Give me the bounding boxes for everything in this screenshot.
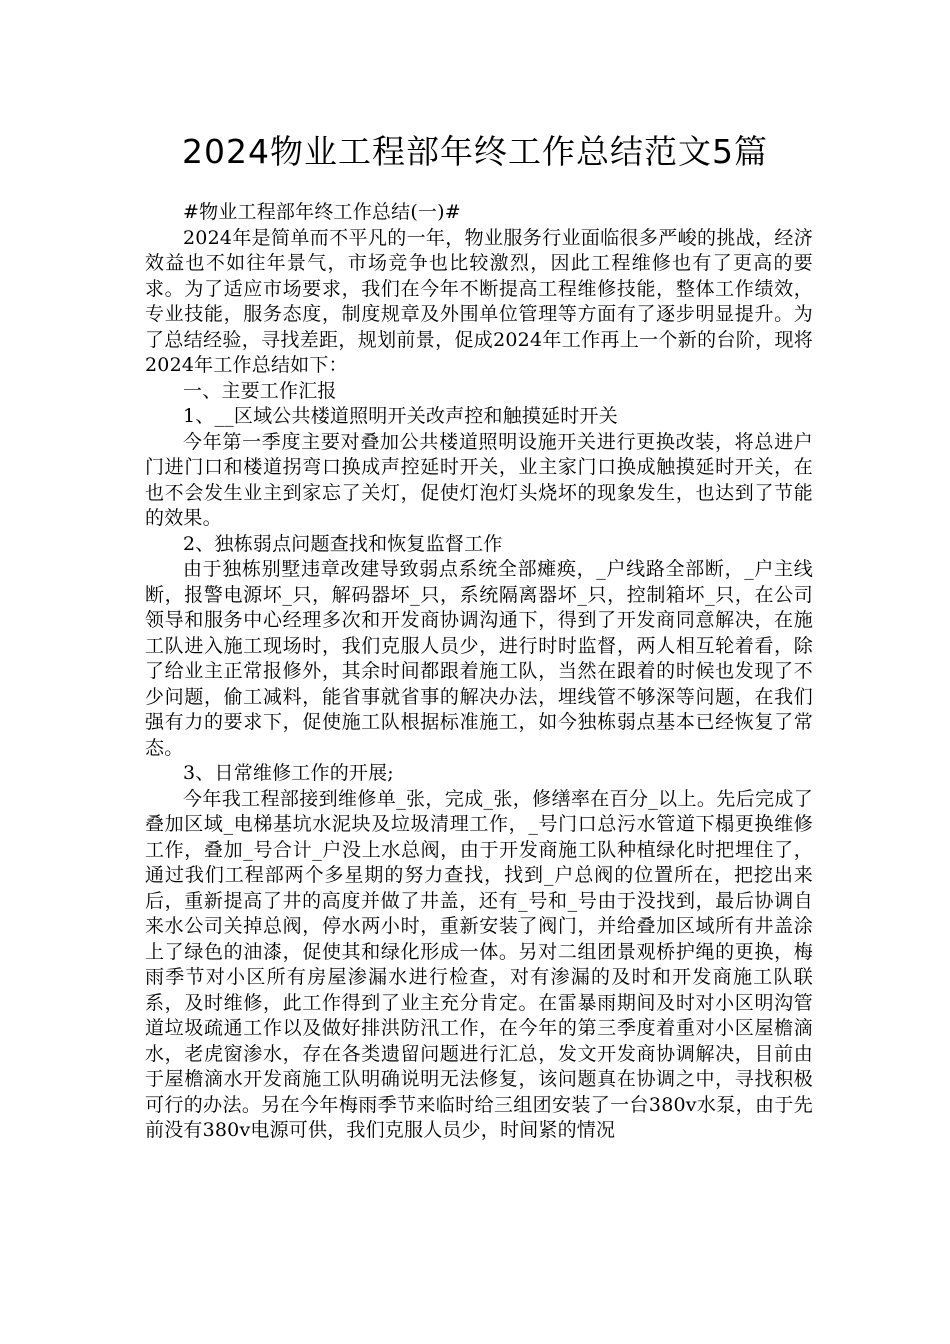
section-heading: 一、主要工作汇报 bbox=[183, 379, 337, 402]
section-heading: #物业工程部年终工作总结(一)# bbox=[183, 201, 461, 223]
paragraph: 今年第一季度主要对叠加公共楼道照明设施开关进行更换改装，将总进户门进门口和楼道拐弯口换成声控延时开关，业主家门口换成触摸延时开关，在也不会发生业主到家忘了关灯，促使灯泡灯头烧坏的现象发生，也达到了节能的效果。 bbox=[145, 430, 813, 529]
document-body bbox=[145, 200, 813, 1144]
subsection-heading: 3、日常维修工作的开展; bbox=[183, 762, 394, 784]
subsection-heading: 1、__区域公共楼道照明开关改声控和触摸延时开关 bbox=[183, 405, 618, 427]
document-title: 2024物业工程部年终工作总结范文5篇 bbox=[182, 132, 768, 171]
paragraph: 2024年是简单而不平凡的一年，物业服务行业面临很多严峻的挑战，经济效益也不如往年景气，市场竞争也比较激烈，因此工程维修也有了更高的要求。为了适应市场要求，我们在今年不断提高工程维修技能，整体工作绩效，专业技能，服务态度，制度规章及外围单位管理等方面有了逐步明显提升。为了总结经验，寻找差距，规划前景，促成2024年工作再上一个新的台阶，现将2024年工作总结如下： bbox=[145, 226, 813, 376]
subsection-heading: 2、独栋弱点问题查找和恢复监督工作 bbox=[183, 532, 503, 555]
paragraph: 由于独栋别墅违章改建导致弱点系统全部瘫痪，_户线路全部断，_户主线断，报警电源坏_只，解码器坏_只，系统隔离器坏_只，控制箱坏_只，在公司领导和服务中心经理多次和开发商协调沟通下，得到了开发商同意解决，在施工队进入施工现场时，我们克服人员少，进行时时监督，两人相互轮着看，除了给业主正常报修外，其余时间都跟着施工队，当然在跟着的时候也发现了不少问题，偷工减料，能省事就省事的解决办法，埋线管不够深等问题，在我们强有力的要求下，促使施工队根据标准施工，如今独栋弱点基本已经恢复了常态。 bbox=[145, 558, 813, 759]
paragraph: 今年我工程部接到维修单_张，完成_张，修缮率在百分_以上。先后完成了叠加区域_电梯基坑水泥块及垃圾清理工作，_号门口总污水管道下榻更换维修工作，叠加_号合计_户没上水总阀，由于开发商施工队种植绿化时把埋住了，通过我们工程部两个多星期的努力查找，找到_户总阀的位置所在，把挖出来后，重新提高了井的高度并做了井盖，还有_号和_号由于没找到，最后协调自来水公司关掉总阀，停水两小时，重新安装了阀门，并给叠加区域所有井盖涂上了绿色的油漆，促使其和绿化形成一体。另对二组团景观桥护绳的更换，梅雨季节对小区所有房屋渗漏水进行检查，对有渗漏的及时和开发商施工队联系，及时维修，此工作得到了业主充分肯定。在雷暴雨期间及时对小区明沟管道垃圾疏通工作以及做好排洪防汛工作，在今年的第三季度着重对小区屋檐滴水，老虎窗渗水，存在各类遗留问题进行汇总，发文开发商协调解决，目前由于屋檐滴水开发商施工队明确说明无法修复，该问题真在协调之中，寻找积极可行的办法。另在今年梅雨季节来临时给三组团安装了一台380v水泵，由于先前没有380v电源可供，我们克服人员少，时间紧的情况 bbox=[145, 787, 813, 1141]
